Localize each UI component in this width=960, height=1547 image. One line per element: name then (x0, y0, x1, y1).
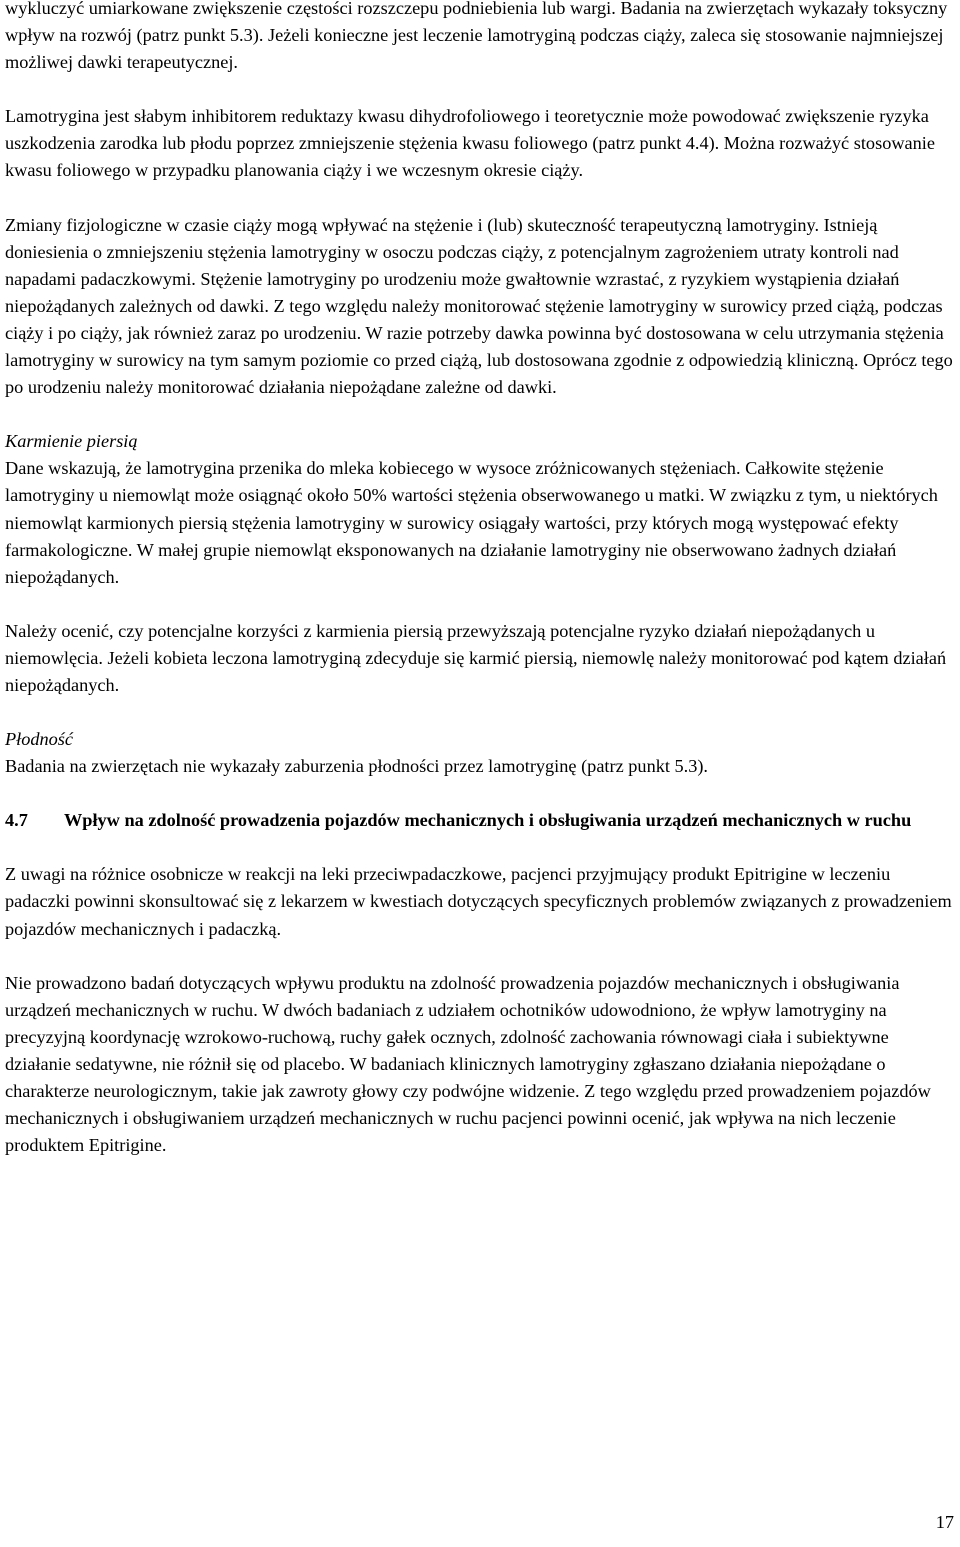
paragraph-pregnancy-intro: wykluczyć umiarkowane zwiększenie częstości rozszczepu podniebienia lub wargi. Badania na zwierzętach wykazały toksyczny wpływ na rozwój (patrz punkt 5.3). Jeżeli konieczne jest leczenie lamotryginą podczas ciąży, zaleca się stosowanie najmniejszej możliwej dawki terapeutycznej. (5, 0, 948, 73)
section-heading-4-7 (5, 807, 955, 834)
paragraph-breastfeeding-data: Dane wskazują, że lamotrygina przenika do mleka kobiecego w wysoce zróżnicowanych stężeniach. Całkowite stężenie lamotryginy u niemowląt może osiągnąć około 50% wartości stężenia obserwowanego u matki. W związku z tym, u niektórych niemowląt karmionych piersią stężenia lamotryginy w surowicy osiągały wartości, przy których mogą występować efekty farmakologiczne. W małej grupie niemowląt eksponowanych na działanie lamotryginy nie obserwowano żadnych działań niepożądanych. (5, 458, 938, 587)
paragraph-driving-studies: Nie prowadzono badań dotyczących wpływu produktu na zdolność prowadzenia pojazdów mechanicznych i obsługiwania urządzeń mechanicznych w ruchu. W dwóch badaniach z udziałem ochotników udowodniono, że wpływ lamotryginy na precyzyjną koordynację wzrokowo-ruchową, ruchy gałek ocznych, zdolność zachowania równowagi ciała i subiektywne działanie sedatywne, nie różnił się od placebo. W badaniach klinicznych lamotryginy zgłaszano działania niepożądane o charakterze neurologicznym, takie jak zawroty głowy czy podwójne widzenie. Z tego względu przed prowadzeniem pojazdów mechanicznych i obsługiwaniem urządzeń mechanicznych w ruchu pacjenci powinni ocenić, jak wpływa na nich leczenie produktem Epitrigine. (5, 972, 931, 1156)
section-number: 4.7 (5, 810, 28, 831)
section-title: Wpływ na zdolność prowadzenia pojazdów mechanicznych i obsługiwania urządzeń mechanicznych w ruchu (64, 810, 912, 831)
paragraph-breastfeeding-assessment: Należy ocenić, czy potencjalne korzyści z karmienia piersią przewyższają potencjalne ryzyko działań niepożądanych u niemowlęcia. Jeżeli kobieta leczona lamotryginą zdecyduje się karmić piersią, niemowlę należy monitorować pod kątem działań niepożądanych. (5, 620, 947, 695)
paragraph-driving-consult: Z uwagi na różnice osobnicze w reakcji na leki przeciwpadaczkowe, pacjenci przyjmujący produkt Epitrigine w leczeniu padaczki powinni skonsultować się z lekarzem w kwestiach dotyczących specyficznych problemów związanych z prowadzeniem pojazdów mechanicznych i padaczką. (5, 864, 952, 939)
breastfeeding-heading: Karmienie piersią (5, 431, 138, 452)
page-number: 17 (935, 1512, 954, 1532)
paragraph-fertility: Badania na zwierzętach nie wykazały zaburzenia płodności przez lamotryginę (patrz punkt 5.3). (5, 756, 709, 777)
paragraph-physiological-changes: Zmiany fizjologiczne w czasie ciąży mogą wpływać na stężenie i (lub) skuteczność terapeutyczną lamotryginy. Istnieją doniesienia o zmniejszeniu stężenia lamotryginy w osoczu podczas ciąży, z potencjalnym zagrożeniem utraty kontroli nad napadami padaczkowymi. Stężenie lamotryginy po urodzeniu może gwałtownie wzrastać, z ryzykiem wystąpienia działań niepożądanych zależnych od dawki. Z tego względu należy monitorować stężenie lamotryginy w surowicy przed ciążą, podczas ciąży i po ciąży, jak również zaraz po urodzeniu. W razie potrzeby dawka powinna być dostosowana w celu utrzymania stężenia lamotryginy w surowicy na tym samym poziomie co przed ciążą, lub dostosowana zgodnie z odpowiedzią kliniczną. Oprócz tego po urodzeniu należy monitorować działania niepożądane zależne od dawki. (5, 214, 953, 398)
paragraph-folate: Lamotrygina jest słabym inhibitorem reduktazy kwasu dihydrofoliowego i teoretycznie może powodować zwiększenie ryzyka uszkodzenia zarodka lub płodu poprzez zmniejszenie stężenia kwasu foliowego (patrz punkt 4.4). Można rozważyć stosowanie kwasu foliowego w przypadku planowania ciąży i we wczesnym okresie ciąży. (5, 106, 935, 181)
fertility-heading: Płodność (5, 729, 74, 750)
document-page (5, 0, 955, 1159)
